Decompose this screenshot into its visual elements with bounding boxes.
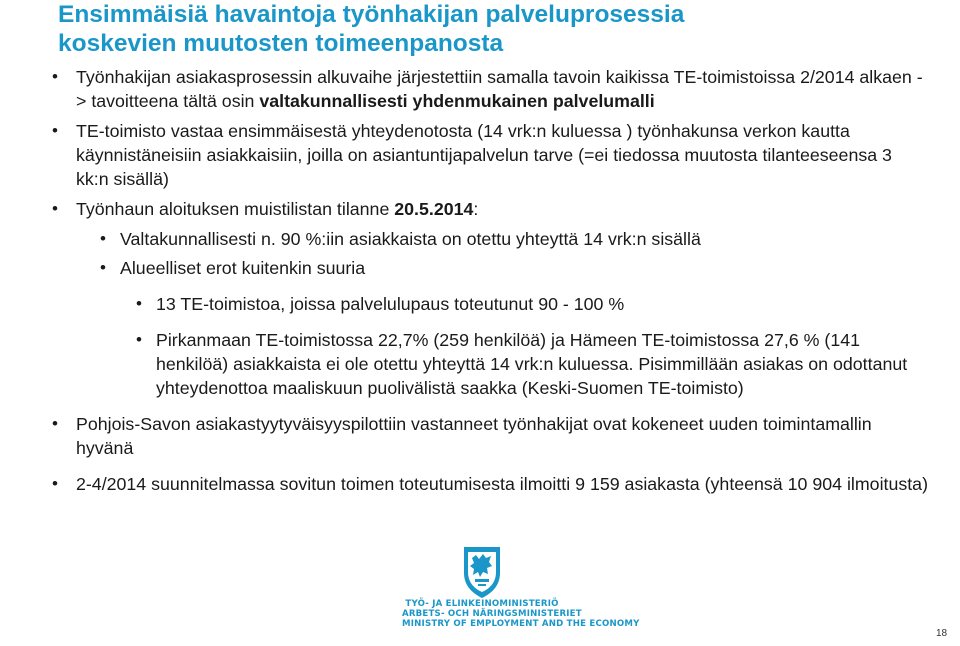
sub-sub-bullet-1 [48, 292, 928, 316]
bullet-2-text: TE-toimisto vastaa ensimmäisestä yhteydenotosta (14 vrk:n kuluessa ) työnhakunsa verkon kautta käynnistäneisiin asiakkaisiin, joilla on asiantuntijapalvelun tarve (=ei tiedossa muutosta tilanteeseensa 3 kk:n sisällä) [76, 121, 892, 189]
sub-sub-bullet-2 [48, 328, 928, 400]
ministry-name-sv: ARBETS- OCH NÄRINGSMINISTERIET [402, 609, 582, 619]
bullet-3-colon: : [473, 199, 479, 219]
bullet-dot-icon: • [52, 414, 58, 433]
bullet-dot-icon: • [100, 229, 106, 248]
bullet-dot-icon: • [100, 258, 106, 277]
bullet-1-bold: valtakunnallisesti yhdenmukainen palvelumalli [259, 91, 655, 111]
bullet-item-3 [48, 197, 928, 221]
bullet-5-text: 2-4/2014 suunnitelmassa sovitun toimen toteutumisesta ilmoitti 9 159 asiakasta (yhteensä 10 904 ilmoitusta) [76, 474, 928, 494]
bullet-4-text: Pohjois-Savon asiakastyytyväisyyspilottiin vastanneet työnhakijat ovat kokeneet uuden toimintamallin hyvänä [76, 414, 872, 458]
finnish-lion-emblem-icon [460, 543, 504, 599]
bullet-dot-icon: • [52, 67, 58, 86]
sub-bullet-3-1 [48, 227, 928, 251]
bullet-item-2 [48, 119, 928, 191]
bullet-list [48, 65, 928, 502]
bullet-1-text: Työnhakijan asiakasprosessin alkuvaihe järjestettiin samalla tavoin kaikissa TE-toimistoissa 2/2014 alkaen -> tavoitteena tältä osin [76, 67, 923, 111]
slide-title [58, 0, 938, 58]
ministry-name-en: MINISTRY OF EMPLOYMENT AND THE ECONOMY [402, 619, 640, 629]
ministry-logo [402, 543, 640, 637]
bullet-item-4 [48, 412, 928, 460]
slide-title-line-1: Ensimmäisiä havaintoja työnhakijan palveluprosessia [58, 1, 685, 28]
sub-bullet-3-2-text: Alueelliset erot kuitenkin suuria [120, 258, 366, 278]
bullet-item-1 [48, 65, 928, 113]
bullet-dot-icon: • [136, 294, 142, 313]
bullet-dot-icon: • [136, 330, 142, 349]
sub-sub-bullet-1-text: 13 TE-toimistoa, joissa palvelulupaus toteutunut 90 - 100 % [156, 294, 625, 314]
bullet-dot-icon: • [52, 199, 58, 218]
ministry-name-fi: TYÖ- JA ELINKEINOMINISTERIÖ [405, 599, 559, 609]
bullet-3-date: 20.5.2014 [394, 199, 474, 219]
sub-bullet-3-1-text: Valtakunnallisesti n. 90 %:iin asiakkaista on otettu yhteyttä 14 vrk:n sisällä [120, 229, 701, 249]
slide-title-line-2: koskevien muutosten toimeenpanosta [58, 30, 504, 57]
sub-bullet-3-2 [48, 256, 928, 280]
sub-sub-bullet-2-text: Pirkanmaan TE-toimistossa 22,7% (259 henkilöä) ja Hämeen TE-toimistossa 27,6 % (141 henkilöä) asiakkaista ei ole otettu yhteyttä 14 vrk:n kuluessa. Pisimmillään asiakas on odottanut yhteydenottoa maaliskuun puolivälistä saakka (Keski-Suomen TE-toimisto) [156, 330, 908, 398]
page-number: 18 [936, 628, 948, 639]
bullet-dot-icon: • [52, 121, 58, 140]
bullet-3-text: Työnhaun aloituksen muistilistan tilanne [76, 199, 395, 219]
bullet-dot-icon: • [52, 474, 58, 493]
bullet-item-5 [48, 472, 928, 496]
